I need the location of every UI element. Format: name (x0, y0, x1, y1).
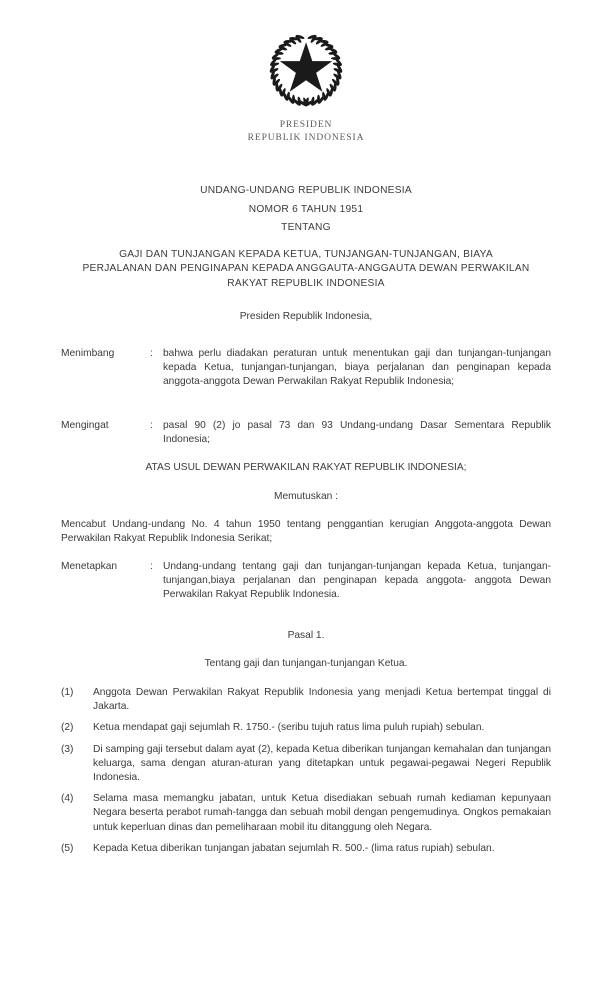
title-subject-line-3: RAKYAT REPUBLIK INDONESIA (227, 277, 385, 289)
article-item-number: (4) (61, 793, 74, 805)
emblem-caption (0, 119, 612, 144)
legal-basis-label: Mengingat (61, 420, 109, 431)
article-item-text: Kepada Ketua diberikan tunjangan jabatan sejumlah R. 500.- (lima ratus rupiah) sebulan. (93, 842, 495, 854)
legal-basis-text: pasal 90 (2) jo pasal 73 dan 93 Undang-undang Dasar Sementara Republik Indonesia; (163, 420, 551, 446)
indonesian-presidential-star-wreath-emblem (264, 30, 348, 110)
legal-basis-row (61, 419, 551, 447)
emblem-caption-line1: PRESIDEN (279, 120, 333, 130)
considerations-row (61, 347, 551, 390)
article-item-number: (1) (61, 687, 74, 698)
article-item-number: (2) (61, 722, 74, 734)
title-line-3: TENTANG (281, 222, 331, 233)
article-item-number: (5) (61, 842, 74, 854)
article-item-number: (3) (61, 743, 74, 755)
presidential-emblem-block (0, 30, 612, 144)
article-item-list (61, 686, 551, 863)
article-item (61, 721, 551, 735)
article-item-text: Anggota Dewan Perwakilan Rakyat Republik Indonesia yang menjadi Ketua bertempat tinggal di Jakarta. (93, 687, 551, 713)
article-item (61, 842, 551, 856)
article-item-text: Di samping gaji tersebut dalam ayat (2), kepada Ketua diberikan tunjangan kemahalan dan tunjangan keluarga, sama dengan aturan-aturan yang ditetapkan untuk pegawai-pegawai Negeri Republik Indonesia. (93, 743, 551, 784)
title-subject-line-2: PERJALANAN DAN PENGINAPAN KEPADA ANGGAUTA-ANGGAUTA DEWAN PERWAKILAN (82, 263, 530, 274)
article-item-text: Selama masa memangku jabatan, untuk Ketua disediakan sebuah rumah kediaman kepunyaan Negara beserta perabot rumah-tangga dan sebuah mobil dengan pengemudinya. Ongkos pemakaian untuk keperluan dinas dan pemeliharaan mobil itu ditanggung oleh Negara. (93, 793, 551, 833)
document-title-block (61, 182, 551, 291)
considerations-label: Menimbang (61, 348, 115, 359)
considerations-colon: : (150, 348, 153, 359)
enactment-colon: : (150, 561, 153, 572)
article-heading: Pasal 1. (287, 630, 325, 641)
enactment-row (61, 560, 551, 603)
article-subheading: Tentang gaji dan tunjangan-tunjangan Ketua. (204, 658, 408, 669)
article-item-text: Ketua mendapat gaji sejumlah R. 1750.- (seribu tujuh ratus lima puluh rupiah) sebulan. (93, 722, 485, 734)
title-line-2: NOMOR 6 TAHUN 1951 (248, 203, 364, 215)
title-subject (61, 248, 551, 292)
legal-basis-colon: : (150, 420, 153, 431)
considerations-text: bahwa perlu diadakan peraturan untuk menentukan gaji dan tunjangan-tunjangan kepada Ketua, tunjangan-tunjangan, biaya perjalanan dan penginapan kepada anggota-anggota Dewan Perwakilan Rakyat Republik Indonesia; (163, 348, 551, 388)
title-line-1: UNDANG-UNDANG REPUBLIK INDONESIA (200, 185, 412, 196)
enactment-text: Undang-undang tentang gaji dan tunjangan-tunjangan kepada Ketua, tunjangan-tunjangan,biaya perjalanan dan penginapan kepada anggota- anggota Dewan Perwakilan Rakyat Republik Indonesia. (163, 561, 551, 601)
title-subject-line-1: GAJI DAN TUNJANGAN KEPADA KETUA, TUNJANGAN-TUNJANGAN, BIAYA (119, 248, 493, 260)
article-item (61, 743, 551, 786)
enactment-label: Menetapkan (61, 561, 118, 572)
article-item (61, 686, 551, 714)
issuer-line: Presiden Republik Indonesia, (239, 311, 373, 322)
revocation-paragraph: Mencabut Undang-undang No. 4 tahun 1950 tentang penggantian kerugian Anggota-anggota Dewan Perwakilan Rakyat Republik Indonesia Serikat; (61, 519, 551, 545)
decision-heading: Memutuskan : (274, 491, 338, 502)
proposal-line: ATAS USUL DEWAN PERWAKILAN RAKYAT REPUBLIK INDONESIA; (145, 462, 467, 473)
article-item (61, 792, 551, 835)
emblem-caption-line2: REPUBLIK INDONESIA (247, 132, 365, 143)
